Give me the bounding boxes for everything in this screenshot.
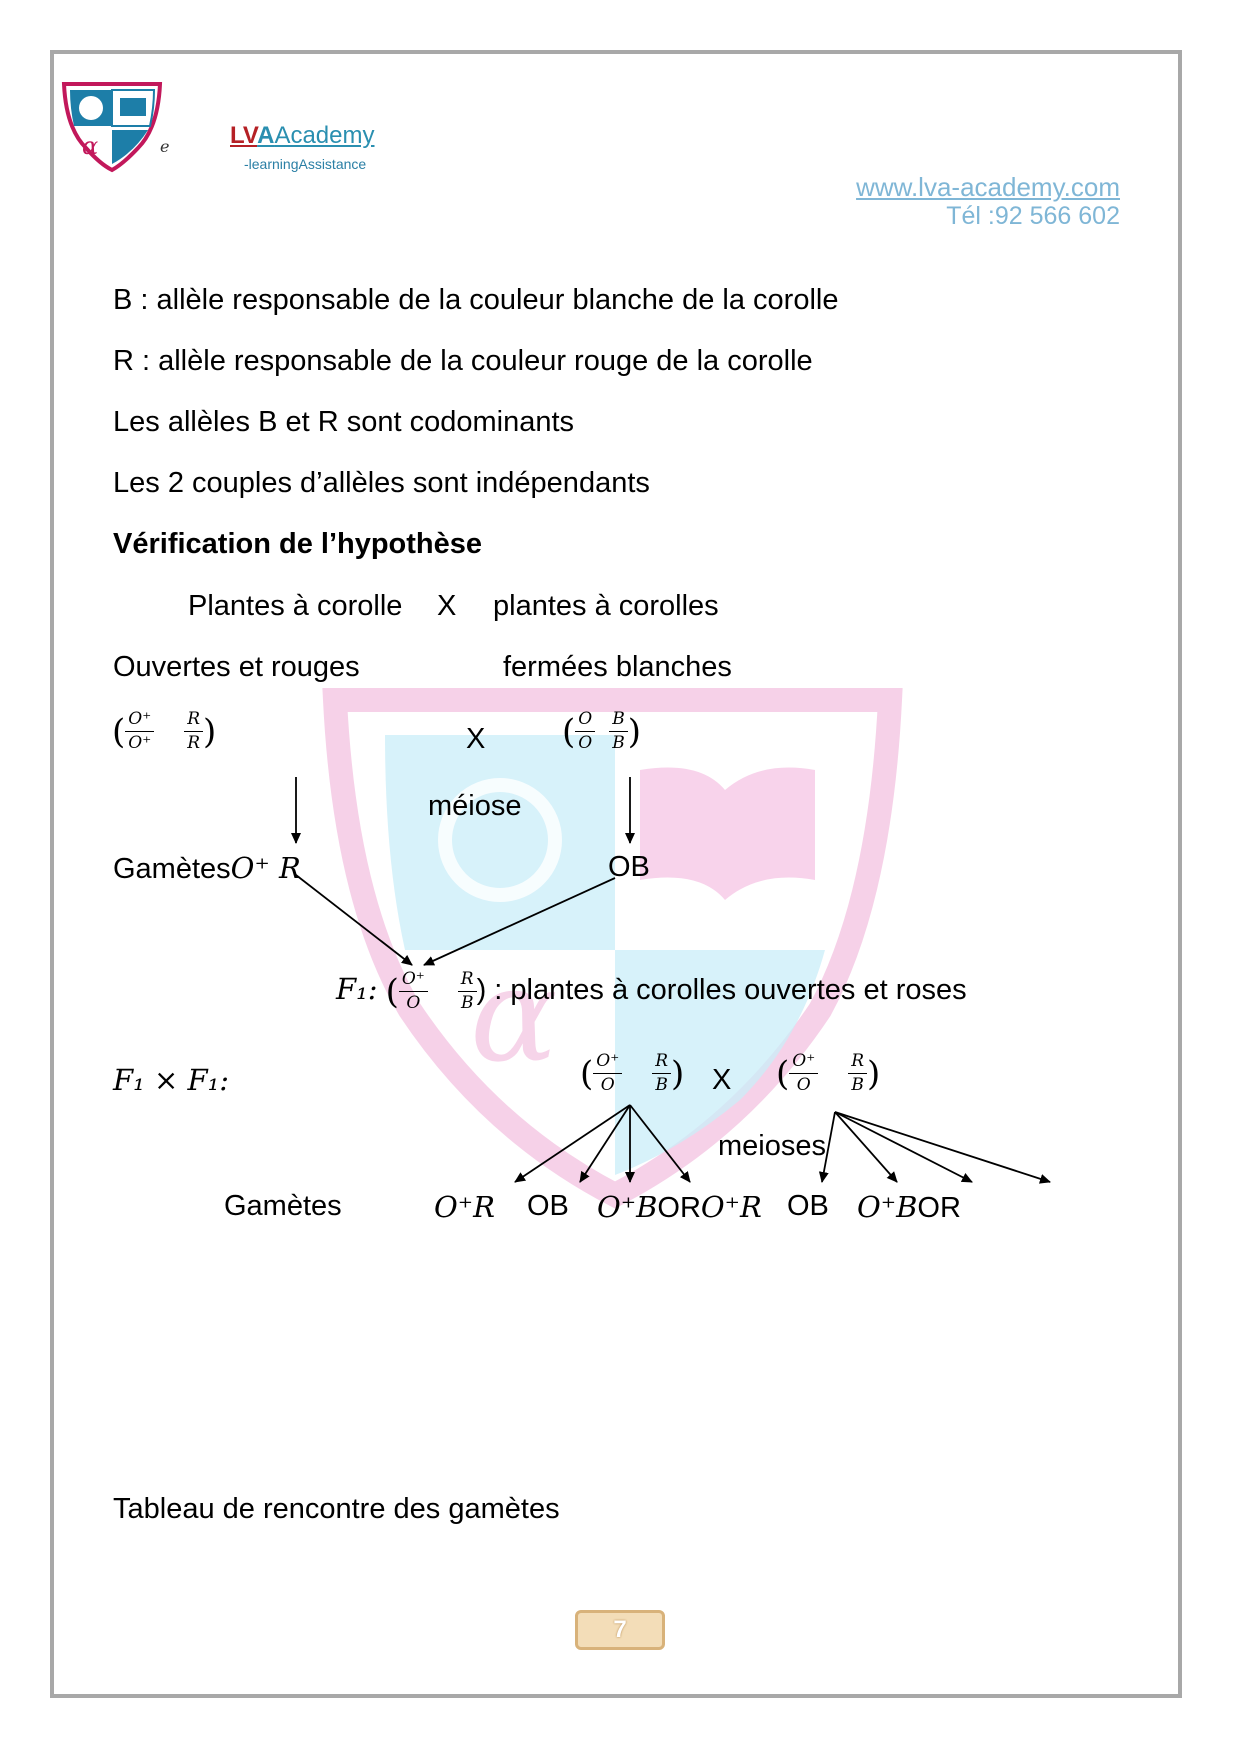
line-allele-b: B : allèle responsable de la couleur blanche de la corolle (113, 284, 839, 316)
gametes-f1-label: Gamètes (224, 1190, 342, 1222)
f1-genotype-right: ( $\frac{O^+}{O}$ $\frac{R}{B}$ ) (776, 1051, 881, 1095)
logo-a: A (257, 122, 275, 149)
svg-text:α: α (82, 132, 99, 160)
arrow-f1a-g4 (630, 1105, 690, 1182)
logo-e-mark: e (160, 137, 170, 156)
gametes-parents: GamètesO⁺ R (113, 851, 301, 885)
svg-text:α: α (470, 939, 558, 1091)
meioses-label: meioses (718, 1130, 826, 1162)
gamete-group-left: O⁺BORO⁺R (597, 1190, 762, 1224)
website-link[interactable]: www.lva-academy.com (856, 172, 1120, 202)
f1-cross-label: F₁ × F₁: (113, 1063, 229, 1097)
arrow-f1b-g5 (822, 1112, 835, 1182)
page-number: 7 (575, 1610, 665, 1650)
heading-verification: Vérification de l’hypothèse (113, 528, 483, 560)
f1-genotype-left: ( $\frac{O^+}{O}$ $\frac{R}{B}$ ) (580, 1051, 685, 1095)
gamete-o-plus-r-1: O⁺R (434, 1190, 495, 1224)
line-independants: Les 2 couples d’allèles sont indépendants (113, 467, 650, 499)
tableau-rencontre-title: Tableau de rencontre des gamètes (113, 1493, 560, 1525)
parent1-line-a: Plantes à corolle (188, 590, 403, 622)
parent1-line-b: Ouvertes et rouges (113, 651, 360, 683)
logo-academy: Academy (274, 122, 375, 149)
cross-symbol-genotypes: X (466, 723, 486, 755)
phone-number: Tél :92 566 602 (946, 202, 1120, 230)
logo-lv: LV (230, 122, 258, 149)
f1-genotype-line: F₁: ( $\frac{O^+}{O}$ $\frac{R}{B}$ ) : plantes à corolles ouvertes et roses (336, 969, 967, 1013)
arrow-gamete2-f1 (424, 878, 615, 965)
gamete-parent2: OB (608, 851, 650, 883)
parent2-line-a: plantes à corolles (493, 590, 719, 622)
arrow-f1b-g7 (835, 1112, 972, 1182)
gamete-ob-2: OB (787, 1190, 829, 1222)
gamete-ob-1: OB (527, 1190, 569, 1222)
meiose-label: méiose (428, 790, 522, 822)
parent1-genotype: ( $\frac{O^+}{O^+}$ $\frac{R}{R}$ ) (112, 709, 217, 753)
arrow-f1b-g8 (835, 1112, 1050, 1182)
f1-cross-symbol: X (712, 1064, 732, 1096)
line-allele-r: R : allèle responsable de la couleur rouge de la corolle (113, 345, 813, 377)
arrow-f1a-g1 (515, 1105, 630, 1182)
parent2-genotype: ( $\frac{O}{O}$ $\frac{B}{B}$ ) (562, 709, 641, 753)
arrow-gamete1-f1 (296, 875, 412, 965)
arrow-f1a-g2 (580, 1105, 630, 1182)
gamete-group-right: O⁺BOR (857, 1190, 961, 1224)
logo-tagline: -learningAssistance (244, 156, 367, 172)
line-codominants: Les allèles B et R sont codominants (113, 406, 575, 438)
parent2-line-b: fermées blanches (503, 651, 732, 683)
cross-symbol: X (437, 590, 457, 622)
